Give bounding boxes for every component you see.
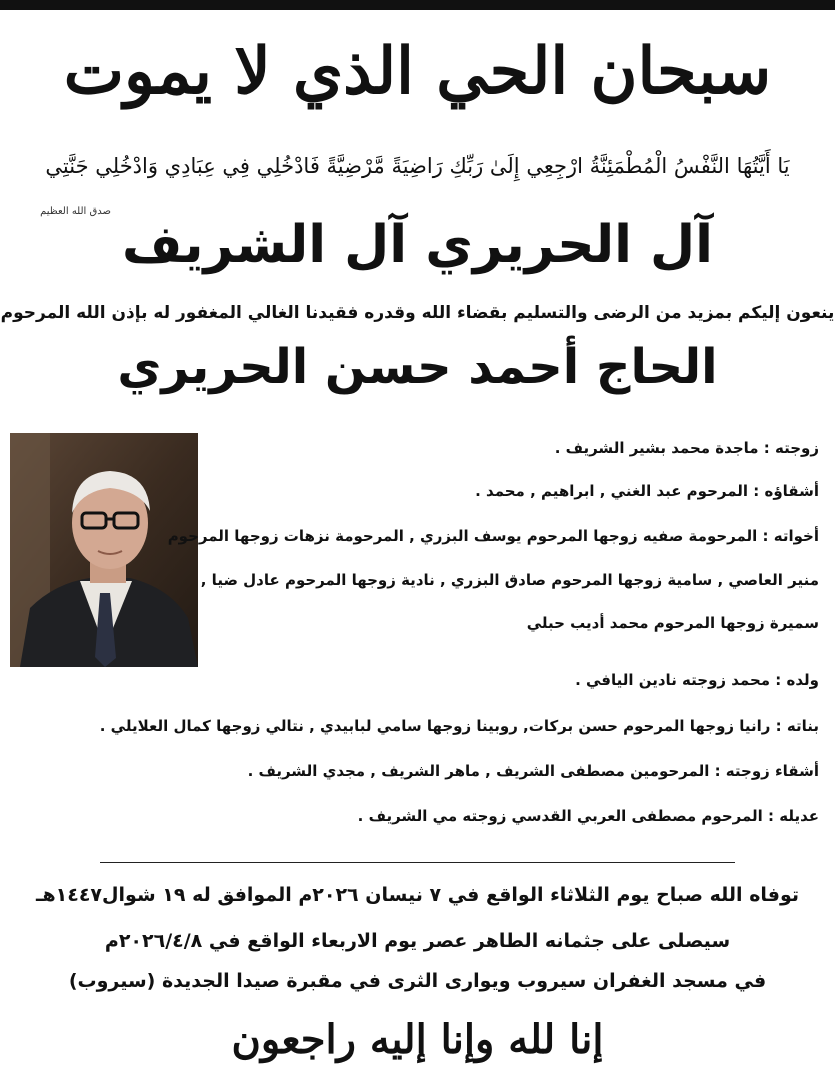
portrait-icon xyxy=(10,433,198,667)
death-announcement: توفاه الله صباح يوم الثلاثاء الواقع في ٧ نيسان ٢٠٢٦م الموافق له ١٩ شوال١٤٤٧هـ xyxy=(35,884,800,906)
calligraphy-title: سبحان الحي الذي لا يموت xyxy=(63,34,772,109)
prayer-announcement: سيصلى على جثمانه الطاهر عصر يوم الاربعاء الواقع في ٢٠٢٦/٤/٨م xyxy=(104,930,731,952)
relative-line-sisters-cont: منير العاصي , سامية زوجها المرحوم صادق البزري , نادية زوجها المرحوم عادل ضيا , xyxy=(200,571,819,589)
deceased-name: الحاج أحمد حسن الحريري xyxy=(117,339,718,395)
relative-line-sisters: أخواته : المرحومة صفيه زوجها المرحوم يوسف البزري , المرحومة نزهات زوجها المرحوم xyxy=(167,527,819,545)
relative-line-daughters: بناته : رانيا زوجها المرحوم حسن بركات, روبينا زوجها سامي لبابيدي , نتالي زوجها كمال العلايلي . xyxy=(99,717,819,735)
relative-line-brother-in-law: عديله : المرحوم مصطفى العربي القدسي زوجته مي الشريف . xyxy=(357,807,819,825)
top-border xyxy=(0,0,835,10)
portrait-photo xyxy=(10,433,198,667)
family-name: آل الحريري آل الشريف xyxy=(122,215,713,275)
closing-calligraphy: إنا لله وإنا إليه راجعون xyxy=(231,1016,604,1063)
verse-attribution: صدق الله العظيم xyxy=(40,206,111,217)
quran-verse: يَا أَيَّتُهَا النَّفْسُ الْمُطْمَئِنَّةُ ارْجِعِي إِلَىٰ رَبِّكِ رَاضِيَةً مَّرْضِيَّةً فَادْخُلِي فِي عِبَادِي وَادْخُلِي جَنَّتِي xyxy=(45,154,790,178)
relative-line-brothers: أشقاؤه : المرحوم عبد الغني , ابراهيم , محمد . xyxy=(475,482,819,500)
relative-line-wife-brothers: أشقاء زوجته : المرحومين مصطفى الشريف , ماهر الشريف , مجدي الشريف . xyxy=(247,762,819,780)
relative-line-wife: زوجته : ماجدة محمد بشير الشريف . xyxy=(554,439,819,457)
divider xyxy=(100,862,735,863)
relative-line-son: ولده : محمد زوجته نادين اليافي . xyxy=(575,671,819,689)
relative-line-sisters-end: سميرة زوجها المرحوم محمد أديب حبلي xyxy=(526,614,819,632)
intro-text: ينعون إليكم بمزيد من الرضى والتسليم بقضاء الله وقدره فقيدنا الغالي المغفور له بإذن الله المرحوم xyxy=(0,303,835,323)
burial-announcement: في مسجد الغفران سيروب ويوارى الثرى في مقبرة صيدا الجديدة (سيروب) xyxy=(68,970,767,992)
